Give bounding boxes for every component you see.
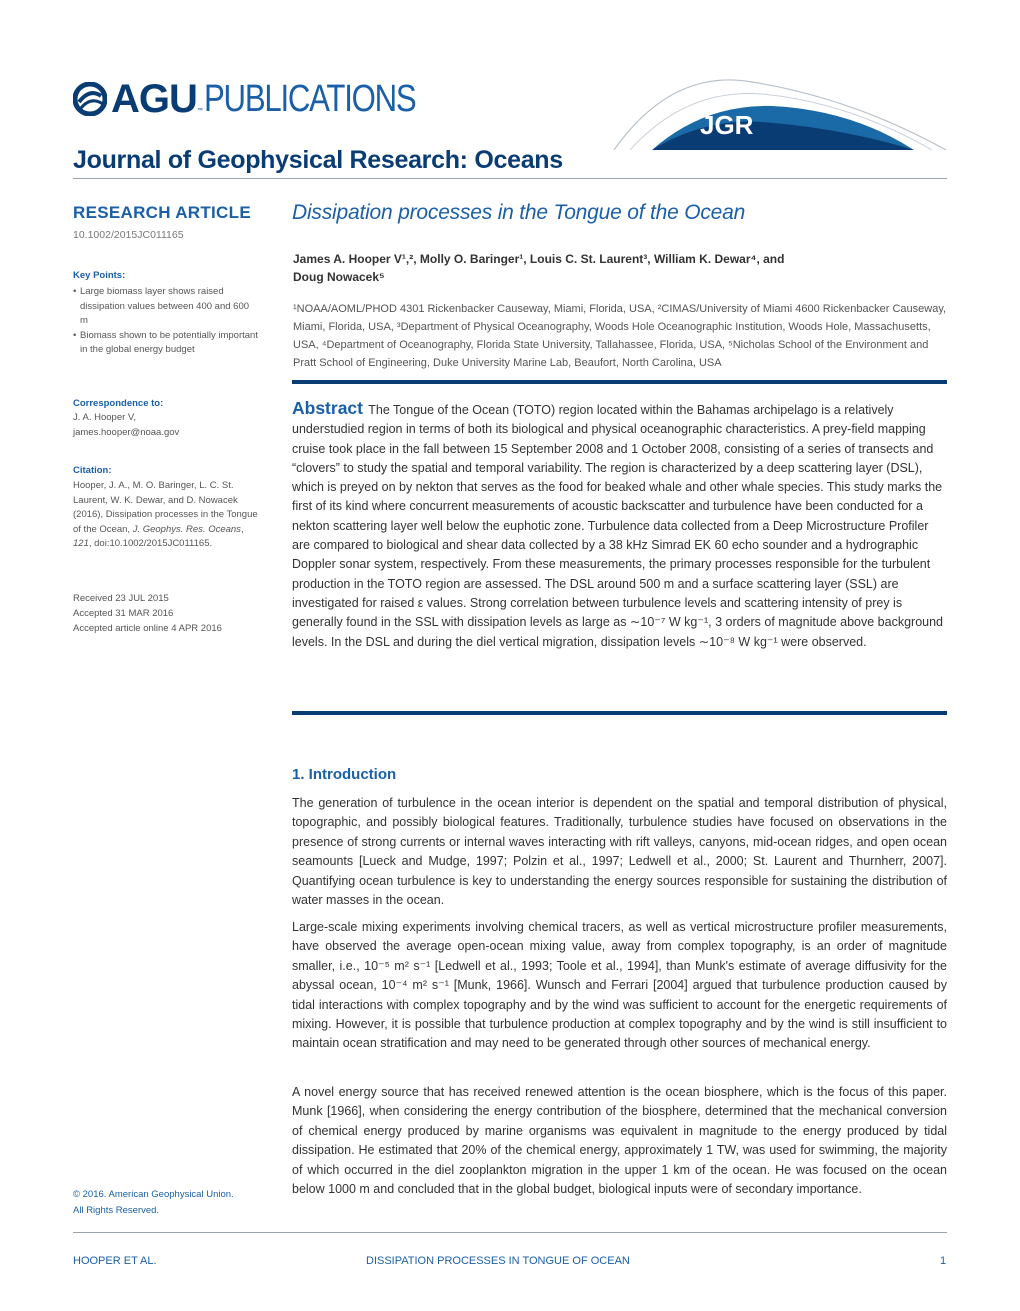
key-points-heading: Key Points:: [73, 270, 126, 281]
copyright-line: © 2016. American Geophysical Union.: [73, 1189, 234, 1200]
article-title: Dissipation processes in the Tongue of the Ocean: [292, 201, 746, 224]
footer-running-title: DISSIPATION PROCESSES IN TONGUE OF OCEAN: [366, 1255, 630, 1267]
jgr-badge-text: JGR: [700, 110, 754, 140]
citation-text: Hooper, J. A., M. O. Baringer, L. C. St. Laurent, W. K. Dewar, and D. Nowacek (2016), Dissipation processes in the Tongue of the Ocean, J. Geophys. Res. Oceans, 121, doi:10.1002/2015JC011165.: [73, 480, 258, 549]
abstract-label: Abstract: [292, 398, 363, 418]
rights-line: All Rights Reserved.: [73, 1205, 160, 1216]
correspondence-email[interactable]: james.hooper@noaa.gov: [73, 427, 180, 438]
citation-volume: 121: [73, 538, 89, 549]
copyright-notice: [73, 1187, 234, 1219]
footer-authors: HOOPER ET AL.: [73, 1255, 157, 1267]
correspondence-name: J. A. Hooper V,: [73, 412, 137, 423]
article-type-label: RESEARCH ARTICLE: [73, 203, 251, 222]
journal-title: Journal of Geophysical Research: Oceans: [73, 146, 563, 174]
received-date: Received 23 JUL 2015: [73, 593, 169, 604]
key-point-item: • Biomass shown to be potentially important in the global energy budget: [73, 329, 258, 358]
abstract-text: The Tongue of the Ocean (TOTO) region located within the Bahamas archipelago is a relatively understudied region in terms of both its biological and physical oceanographic characteristics. A prey-field mapping cruise took place in the fall between 15 September 2008 and 1 October 2008, consisting of a series of transects and “clovers” to study the spatial and temporal variability. The region is characterized by a deep scattering layer (DSL), which is preyed on by nekton that serves as the food for beaked whale and other whale species. This study marks the first of its kind where concurrent measurements of acoustic backscatter and turbulence have been conducted for a nekton scattering layer well below the euphotic zone. Turbulence data collected from a Deep Microstructure Profiler are compared to biological and shear data collected by a 38 kHz Simrad EK 60 echo sounder and a hydrographic Doppler sonar system, respectively. From these measurements, the primary processes responsible for the turbulent production in the TOTO region are assessed. The DSL around 500 m and a surface scattering layer (SSL) are investigated for raised ε values. Strong correlation between turbulence levels and scattering intensity of prey is generally found in the SSL with dissipation levels as large as ∼10⁻⁷ W kg⁻¹, 3 orders of magnitude above background levels. In the DSL and during the diel vertical migration, dissipation levels ∼10⁻⁸ W kg⁻¹ were observed.: [292, 403, 944, 649]
key-point-item: • Large biomass layer shows raised dissipation values between 400 and 600 m: [73, 285, 258, 329]
logo-trademark: ™: [196, 108, 203, 114]
jgr-badge-graphic: [612, 78, 948, 150]
abstract-bottom-rule: [292, 711, 947, 715]
authors-line-2: Doug Nowacek⁵: [293, 270, 385, 284]
accepted-online-date: Accepted article online 4 APR 2016: [73, 623, 222, 634]
affiliations: ¹NOAA/AOML/PHOD 4301 Rickenbacker Causeway, Miami, Florida, USA, ²CIMAS/University of Miami 4600 Rickenbacker Causeway, Miami, Florida, USA, ³Department of Physical Oceanography, Woods Hole Oceanographic Institution, Woods Hole, Massachusetts, USA, ⁴Department of Oceanography, Florida State University, Tallahassee, Florida, USA, ⁵Nicholas School of the Environment and Pratt School of Engineering, Duke University Marine Lab, Beaufort, North Carolina, USA: [293, 303, 947, 369]
citation-heading: Citation:: [73, 465, 112, 476]
intro-paragraph-1: The generation of turbulence in the ocean interior is dependent on the spatial and temporal distribution of physical, topographic, and possibly biological features. Traditionally, turbulence studies have focused on observations in the presence of strong currents or internal waves interacting with rift valleys, canyons, mid-ocean ridges, and open ocean seamounts [Lueck and Mudge, 1997; Polzin et al., 1997; Ledwell et al., 2000; St. Laurent and Thurnherr, 2007]. Quantifying ocean turbulence is key to understanding the energy sources responsible for sustaining the distribution of water masses in the ocean.: [292, 796, 947, 908]
citation-authors: Hooper, J. A., M. O. Baringer, L. C. St. Laurent, W. K. Dewar, and D. Nowacek (2016), Dissipation processes in the Tongue of the Ocean,: [73, 480, 258, 535]
article-doi[interactable]: 10.1002/2015JC011165: [73, 229, 184, 241]
header-divider: [73, 178, 947, 179]
key-points-list: [73, 285, 258, 358]
abstract-block: [292, 399, 947, 652]
agu-globe-icon: [73, 82, 107, 116]
agu-publications-logo: [73, 78, 462, 120]
intro-paragraph-2: Large-scale mixing experiments involving chemical tracers, as well as vertical microstructure profiler measurements, have observed the average open-ocean mixing value, away from complex topography, is an order of magnitude smaller, i.e., 10⁻⁵ m² s⁻¹ [Ledwell et al., 1993; Toole et al., 1994], than Munk's estimate of average diffusivity for the abyssal ocean, 10⁻⁴ m² s⁻¹ [Munk, 1966]. Wunsch and Ferrari [2004] argued that turbulence production caused by tidal interactions with complex topography and by the wind was sufficient to account for the energetic requirements of mixing. However, it is possible that turbulence production at complex topography and by the wind is still insufficient to maintain ocean stratification and may need to be generated through other sources of mechanical energy.: [292, 920, 947, 1051]
logo-agu-text: AGU: [111, 77, 197, 121]
footer-page-number: 1: [940, 1255, 947, 1267]
intro-paragraph-3: A novel energy source that has received renewed attention is the ocean biosphere, which is the focus of this paper. Munk [1966], when considering the energy contribution of the biosphere, determined that the mechanical conversion of chemical energy produced by marine organisms was equivalent in magnitude to the energy produced by tidal dissipation. He estimated that 20% of the chemical energy, approximately 1 TW, was used for swimming, the majority of which occurred in the diel zooplankton migration in the upper 1 km of the ocean. He was focused on the ocean below 1000 m and concluded that in the global budget, biological inputs were of secondary importance.: [292, 1085, 947, 1197]
citation-journal: J. Geophys. Res. Oceans: [132, 523, 241, 535]
accepted-date: Accepted 31 MAR 2016: [73, 608, 174, 619]
footer-divider: [73, 1232, 947, 1233]
correspondence-heading: Correspondence to:: [73, 398, 164, 409]
section-heading-introduction: 1. Introduction: [292, 766, 397, 783]
citation-doi[interactable]: doi:10.1002/2015JC011165.: [94, 538, 213, 549]
author-list: [293, 250, 943, 286]
logo-publications-text: PUBLICATIONS: [203, 78, 416, 120]
authors-line-1: James A. Hooper V¹,², Molly O. Baringer¹, Louis C. St. Laurent³, William K. Dewar⁴, and: [293, 252, 785, 266]
abstract-top-rule: [292, 380, 947, 384]
